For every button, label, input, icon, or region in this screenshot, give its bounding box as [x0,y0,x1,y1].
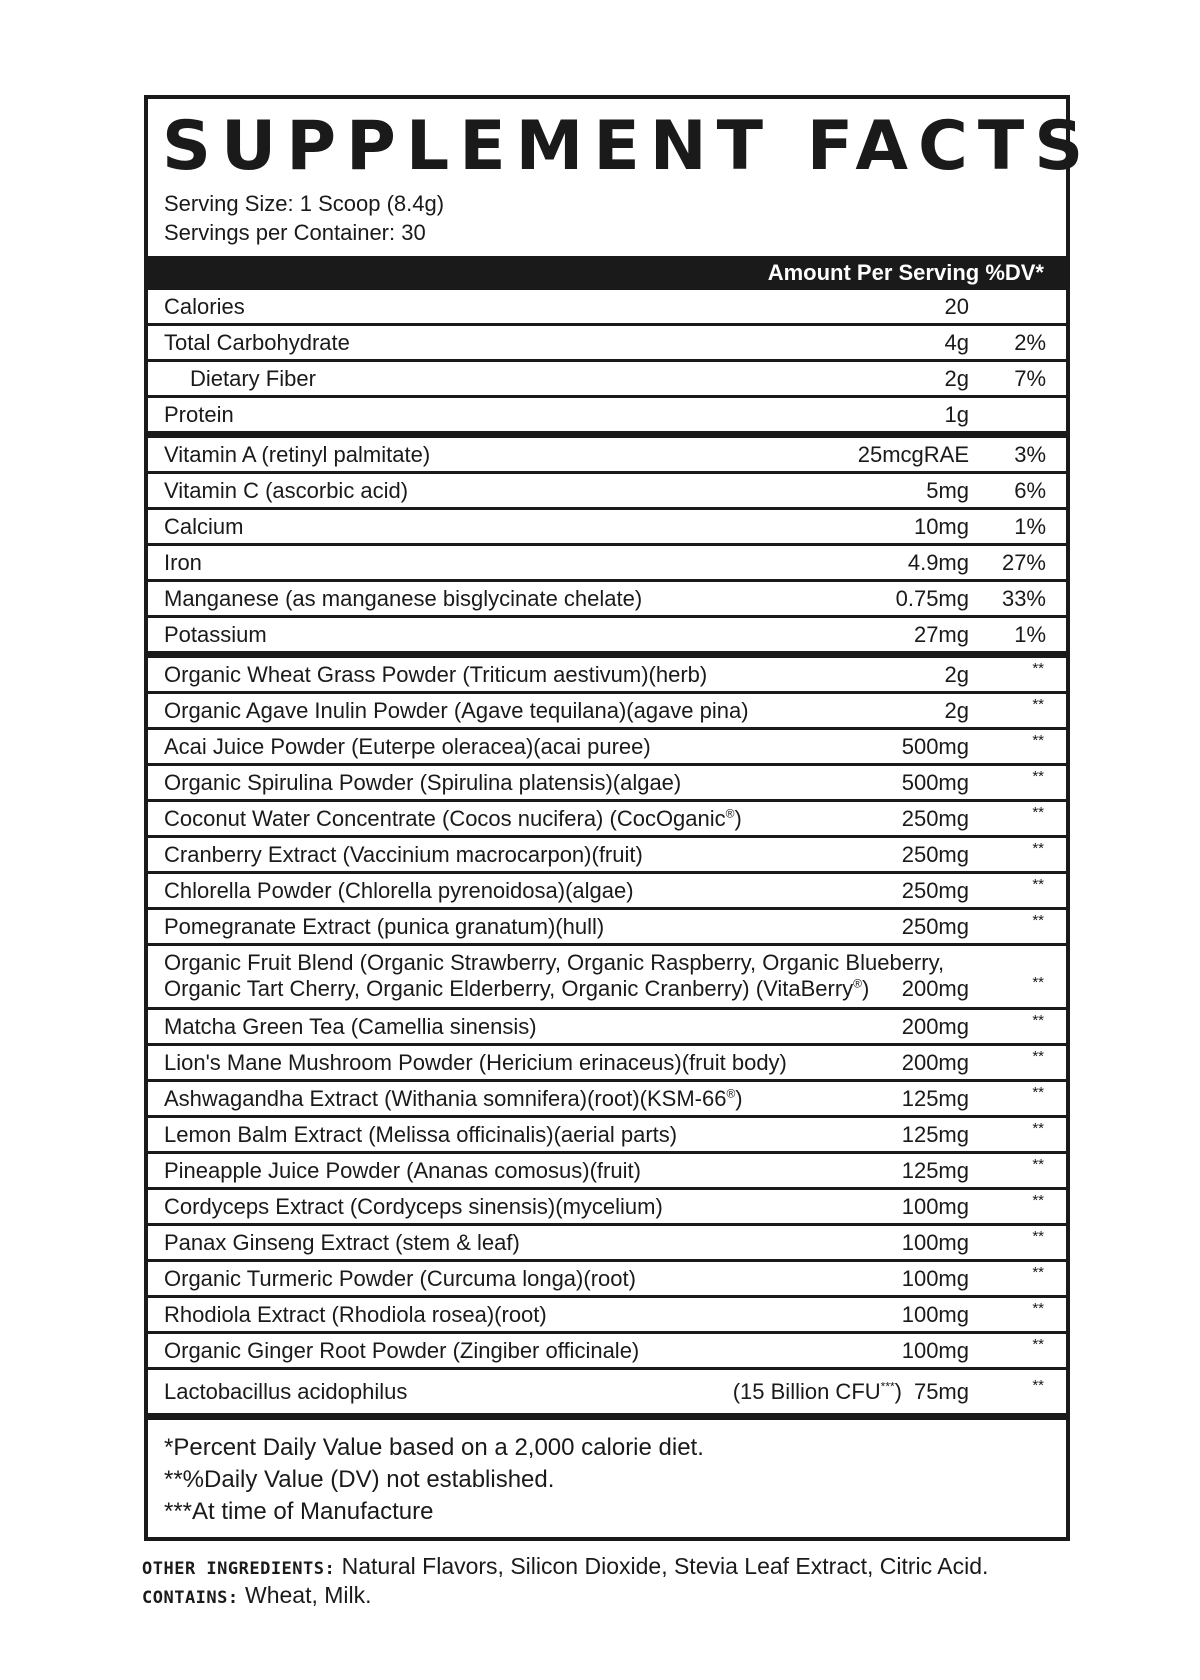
nutrient-name-text: Calcium [164,514,244,539]
cfu-count [733,1379,902,1405]
nutrient-dv: ** [1032,1377,1044,1394]
nutrient-name-text: Iron [164,550,202,575]
table-row [148,658,1066,694]
nutrient-dv: ** [1032,876,1044,893]
nutrient-dv: 1% [1014,622,1046,647]
nutrient-name-text: Manganese (as manganese bisglycinate chelate) [164,586,643,611]
nutrient-dv: 7% [1014,366,1046,391]
table-row [148,1154,1066,1190]
nutrient-name-line2 [164,976,869,1002]
nutrient-amount: 4g [944,330,969,355]
footnote-not-established: **%Daily Value (DV) not established. [164,1466,555,1493]
registered-mark: ® [853,976,862,991]
nutrient-name-text: Rhodiola Extract (Rhodiola rosea)(root) [164,1302,547,1327]
nutrient-name [190,366,316,392]
nutrient-name [164,622,267,648]
nutrient-name [164,1014,537,1040]
cfu-closing-paren: ) [894,1379,902,1404]
table-row [148,474,1066,510]
nutrient-name [164,1302,547,1328]
nutrient-dv: ** [1032,1192,1044,1209]
nutrient-name [164,586,642,612]
nutrient-amount: 250mg [901,842,969,867]
nutrient-dv: 6% [1014,478,1046,503]
nutrient-name-text: Pineapple Juice Powder (Ananas comosus)(fruit) [164,1158,641,1183]
table-row [148,618,1066,658]
nutrient-name-text: Total Carbohydrate [164,330,350,355]
nutrient-amount: 250mg [901,806,969,831]
nutrient-amount: 200mg [901,1014,969,1039]
nutrient-name-text: Chlorella Powder (Chlorella pyrenoidosa)(algae) [164,878,634,903]
nutrient-name [164,950,944,976]
nutrient-name [164,1230,520,1256]
contains-text: Wheat, Milk. [245,1582,372,1608]
nutrient-amount: 250mg [901,878,969,903]
closing-paren: ) [735,1086,743,1111]
nutrient-name [164,734,651,760]
nutrient-name [164,1266,636,1292]
table-row [148,802,1066,838]
table-row [148,1298,1066,1334]
nutrient-amount: 125mg [901,1158,969,1183]
nutrient-amount: 100mg [901,1194,969,1219]
nutrient-name-text: Organic Agave Inulin Powder (Agave tequilana)(agave pina) [164,698,749,723]
nutrient-name [164,1158,641,1184]
nutrient-dv: 27% [1001,550,1046,575]
nutrient-name [164,1122,677,1148]
nutrient-dv: ** [1032,1300,1044,1317]
nutrient-name-text: Lion's Mane Mushroom Powder (Hericium erinaceus)(fruit body) [164,1050,787,1075]
nutrient-name-text: Organic Fruit Blend (Organic Strawberry, Organic Raspberry, Organic Blueberry, [164,950,945,975]
nutrient-dv: ** [1032,804,1044,821]
nutrient-dv: 3% [1014,442,1046,467]
nutrient-name-text: Organic Wheat Grass Powder (Triticum aestivum)(herb) [164,662,708,687]
nutrient-amount: 100mg [901,1338,969,1363]
nutrient-amount: 10mg [913,514,969,539]
ingredients-section [142,1553,988,1611]
table-row [148,438,1066,474]
table-row [148,1334,1066,1370]
table-row [148,946,1066,1010]
nutrient-amount: 125mg [901,1122,969,1147]
nutrient-name [164,914,604,940]
table-row [148,874,1066,910]
amount-per-serving-header: Amount Per Serving %DV* [148,256,1066,290]
nutrient-amount: 20 [944,294,969,319]
nutrient-name [164,1338,639,1364]
nutrient-name-text: Coconut Water Concentrate (Cocos nucifera) (CocOganic [164,806,726,831]
nutrient-dv: ** [1032,1264,1044,1281]
nutrient-name-text: Organic Ginger Root Powder (Zingiber officinale) [164,1338,640,1363]
nutrient-amount: 100mg [901,1230,969,1255]
nutrient-name [164,442,430,468]
nutrient-amount: 2g [944,366,969,391]
nutrient-name-text: Cordyceps Extract (Cordyceps sinensis)(mycelium) [164,1194,663,1219]
table-row [148,398,1066,438]
other-ingredients-label: OTHER INGREDIENTS: [142,1559,336,1579]
other-ingredients [142,1553,988,1582]
panel-title: SUPPLEMENT FACTS [162,107,1094,186]
nutrient-name-text: Lactobacillus acidophilus [164,1379,408,1404]
contains [142,1582,988,1611]
nutrient-amount: 500mg [901,734,969,759]
table-row [148,1010,1066,1046]
registered-mark: ® [726,1086,736,1101]
table-row [148,510,1066,546]
cfu-text: (15 Billion CFU [732,1379,881,1404]
nutrient-dv: ** [1032,1336,1044,1353]
nutrient-amount: 4.9mg [907,550,969,575]
nutrient-amount: 25mcgRAE [857,442,969,467]
nutrient-dv: ** [1032,912,1044,929]
nutrient-amount: 125mg [901,1086,969,1111]
closing-paren: ) [734,806,742,831]
supplement-facts-panel [144,95,1094,1541]
nutrient-dv: 1% [1014,514,1046,539]
nutrient-name [164,1379,407,1405]
footnote-dv: *Percent Daily Value based on a 2,000 calorie diet. [164,1434,704,1461]
nutrient-name-text: Organic Turmeric Powder (Curcuma longa)(root) [164,1266,636,1291]
nutrient-dv: ** [1032,1048,1044,1065]
nutrient-name [164,550,202,576]
nutrient-name [164,478,408,504]
nutrient-amount: 2g [944,662,969,687]
nutrient-name [164,1086,743,1112]
nutrient-name [164,770,681,796]
nutrient-dv: ** [1032,1156,1044,1173]
table-row [148,910,1066,946]
footnotes [164,1432,704,1528]
registered-mark: ® [725,806,735,821]
nutrient-dv: ** [1032,732,1044,749]
nutrient-amount: 100mg [901,1302,969,1327]
closing-paren: ) [862,976,870,1001]
nutrient-name [164,1050,787,1076]
table-row [148,766,1066,802]
table-row [148,546,1066,582]
table-row [148,730,1066,766]
table-row [148,694,1066,730]
table-row [148,1046,1066,1082]
nutrient-name-text: Cranberry Extract (Vaccinium macrocarpon)(fruit) [164,842,643,867]
nutrient-dv: ** [1032,696,1044,713]
nutrient-amount: 1g [944,402,969,427]
nutrient-dv: ** [1032,1084,1044,1101]
nutrient-dv: ** [1032,1228,1044,1245]
nutrient-name-text: Calories [164,294,245,319]
nutrient-dv: 2% [1014,330,1046,355]
table-row [148,362,1066,398]
nutrient-name [164,806,742,832]
nutrient-amount: 75mg [913,1379,969,1404]
footnote-manufacture: ***At time of Manufacture [164,1498,434,1525]
table-row [148,1262,1066,1298]
nutrient-name [164,330,350,356]
nutrient-name [164,1194,663,1220]
nutrient-name-line2-text: Organic Tart Cherry, Organic Elderberry, Organic Cranberry) (VitaBerry [164,976,854,1001]
table-row [148,1190,1066,1226]
table-row [148,582,1066,618]
nutrient-name-text: Vitamin C (ascorbic acid) [164,478,409,503]
nutrient-name [164,698,749,724]
nutrient-dv: ** [1032,1120,1044,1137]
servings-per-container: Servings per Container: 30 [164,220,426,245]
serving-info [164,189,444,247]
nutrient-amount: 200mg [901,1050,969,1075]
nutrient-name [164,294,245,320]
nutrient-name-text: Vitamin A (retinyl palmitate) [164,442,431,467]
table-row [148,1370,1066,1420]
nutrient-amount: 0.75mg [895,586,969,611]
nutrient-dv: ** [1032,1012,1044,1029]
nutrient-table [148,290,1066,1420]
nutrient-amount: 100mg [901,1266,969,1291]
nutrient-name [164,402,234,428]
nutrient-name-text: Organic Spirulina Powder (Spirulina platensis)(algae) [164,770,682,795]
nutrient-amount: 250mg [901,914,969,939]
table-row [148,1082,1066,1118]
table-row [148,1226,1066,1262]
nutrient-name-text: Potassium [164,622,267,647]
nutrient-name-text: Matcha Green Tea (Camellia sinensis) [164,1014,537,1039]
nutrient-dv: ** [1032,768,1044,785]
nutrient-dv: ** [1032,974,1044,991]
nutrient-dv: ** [1032,840,1044,857]
nutrient-amount: 27mg [913,622,969,647]
nutrient-name-text: Dietary Fiber [190,366,316,391]
contains-label: CONTAINS: [142,1588,239,1608]
nutrient-name-text: Lemon Balm Extract (Melissa officinalis)(aerial parts) [164,1122,678,1147]
nutrient-dv: 33% [1001,586,1046,611]
serving-size: Serving Size: 1 Scoop (8.4g) [164,191,445,216]
table-row [148,290,1066,326]
nutrient-name-text: Ashwagandha Extract (Withania somnifera)(root)(KSM-66 [164,1086,727,1111]
nutrient-amount: 5mg [926,478,969,503]
nutrient-name [164,662,707,688]
nutrient-name-text: Acai Juice Powder (Euterpe oleracea)(acai puree) [164,734,651,759]
nutrient-amount: 2g [944,698,969,723]
other-ingredients-text: Natural Flavors, Silicon Dioxide, Stevia Leaf Extract, Citric Acid. [341,1553,989,1579]
table-row [148,838,1066,874]
table-row [148,1118,1066,1154]
nutrient-name-text: Protein [164,402,234,427]
nutrient-amount: 500mg [901,770,969,795]
nutrient-name-text: Panax Ginseng Extract (stem & leaf) [164,1230,520,1255]
nutrient-name [164,878,634,904]
table-row [148,326,1066,362]
nutrient-name [164,514,243,540]
nutrient-amount: 200mg [901,976,969,1001]
cfu-footnote-mark: *** [880,1379,895,1394]
nutrient-name-text: Pomegranate Extract (punica granatum)(hull) [164,914,605,939]
nutrient-dv: ** [1032,660,1044,677]
nutrient-name [164,842,643,868]
